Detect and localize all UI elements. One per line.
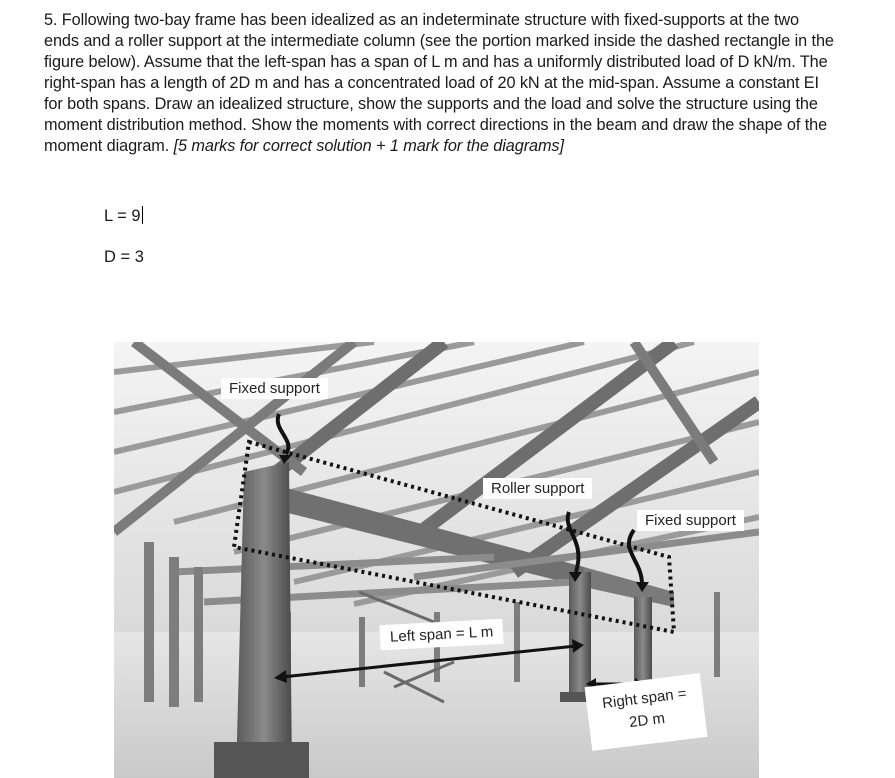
label-fixed-support-left: Fixed support	[221, 378, 328, 399]
variable-d: D = 3	[104, 248, 144, 266]
variable-l-text: L = 9	[104, 207, 141, 225]
label-fixed-support-right: Fixed support	[637, 510, 744, 531]
question-text	[44, 10, 834, 157]
question-body: 5. Following two-bay frame has been idealized as an indeterminate structure with fixed-supports at the two ends and a roller support at the intermediate column (see the portion marked inside the dashed rectangle in the figure below). Assume that the left-span has a span of L m and has a uniformly distributed load of D kN/m. The right-span has a length of 2D m and has a concentrated load of 20 kN at the mid-span. Assume a constant EI for both spans. Draw an idealized structure, show the supports and the load and solve the structure using the moment distribution method. Show the moments with correct directions in the beam and draw the shape of the moment diagram.	[44, 11, 834, 155]
label-roller-support: Roller support	[483, 478, 592, 499]
text-cursor	[142, 206, 143, 224]
label-left-span: Left span = L m	[379, 619, 503, 650]
label-right-span-line1: Right span =	[601, 685, 688, 713]
variable-l[interactable]	[104, 206, 143, 226]
marks-note: [5 marks for correct solution + 1 mark for the diagrams]	[173, 137, 564, 155]
label-right-span-line2: 2D m	[628, 709, 666, 732]
